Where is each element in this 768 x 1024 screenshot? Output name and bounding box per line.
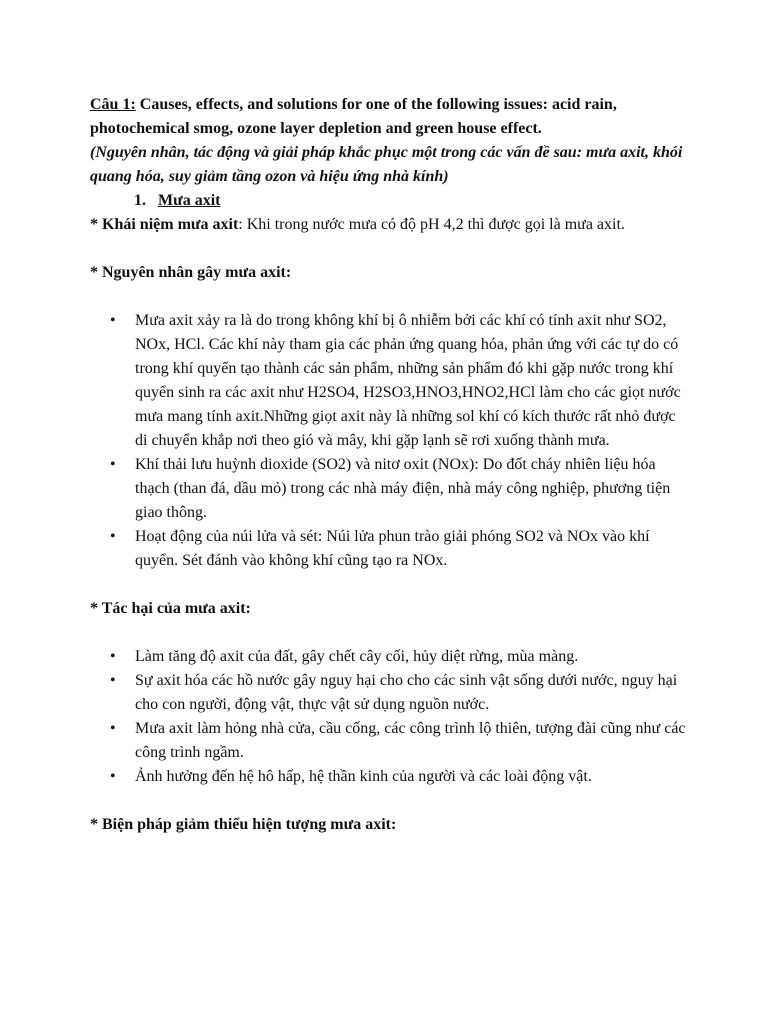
section-title: Mưa axit <box>158 192 221 209</box>
list-item <box>110 717 690 765</box>
causes-list <box>90 309 690 573</box>
definition-paragraph <box>90 213 690 237</box>
definition-text: : Khi trong nước mưa có độ pH 4,2 thì được gọi là mưa axit. <box>238 216 625 233</box>
list-item <box>110 765 690 789</box>
list-item <box>110 669 690 717</box>
list-item-text: Làm tăng độ axit của đất, gây chết cây cối, hủy diệt rừng, mùa màng. <box>135 648 579 665</box>
list-item-text: Sự axit hóa các hồ nước gây nguy hại cho cho các sinh vật sống dưới nước, nguy hại cho con người, động vật, thực vật sử dụng nguồn nước. <box>135 672 678 713</box>
list-item-text: Khí thải lưu huỳnh dioxide (SO2) và nitơ oxit (NOx): Do đốt cháy nhiên liệu hóa thạch (than đá, dầu mỏ) trong các nhà máy điện, nhà máy công nghiệp, phương tiện giao thông. <box>135 456 671 521</box>
question-title-vi: (Nguyên nhân, tác động và giải pháp khắc phục một trong các vấn đề sau: mưa axit, khói quang hóa, suy giảm tầng ozon và hiệu ứng nhà kính) <box>90 144 683 185</box>
list-item-text: Mưa axit làm hỏng nhà cửa, cầu cống, các công trình lộ thiên, tượng đài cũng như các công trình ngầm. <box>135 720 686 761</box>
causes-heading: * Nguyên nhân gây mưa axit: <box>90 264 292 281</box>
list-item <box>110 453 690 525</box>
bullet-icon: • <box>110 768 116 785</box>
question-title-en: Causes, effects, and solutions for one of the following issues: acid rain, photochemical smog, ozone layer depletion and green house effect. <box>90 96 617 137</box>
list-item <box>110 525 690 573</box>
spacer <box>90 285 690 309</box>
bullet-icon: • <box>110 528 116 545</box>
list-item <box>110 645 690 669</box>
spacer <box>90 789 690 813</box>
section-number: 1. <box>134 192 146 209</box>
spacer <box>90 237 690 261</box>
bullet-icon: • <box>110 456 116 473</box>
spacer <box>90 573 690 597</box>
effects-list <box>90 645 690 789</box>
bullet-icon: • <box>110 672 116 689</box>
bullet-icon: • <box>110 648 116 665</box>
list-item-text: Mưa axit xảy ra là do trong không khí bị ô nhiễm bởi các khí có tính axit như SO2, NOx, HCl. Các khí này tham gia các phản ứng quang hóa, phản ứng với các tự do có trong khí quyển tạo thành các sản phẩm, những sản phẩm đó khi gặp nước trong khí quyển sinh ra các axit như H2SO4, H2SO3,HNO3,HNO2,HCl làm cho các giọt nước mưa mang tính axit.Những giọt axit này là những sol khí có kích thước rất nhỏ được di chuyển khắp nơi theo gió và mây, khi gặp lạnh sẽ rơi xuống thành mưa. <box>135 312 681 449</box>
question-heading <box>90 93 690 141</box>
question-label: Câu 1: <box>90 96 136 113</box>
definition-label: * Khái niệm mưa axit <box>90 216 239 233</box>
bullet-icon: • <box>110 720 116 737</box>
spacer <box>90 621 690 645</box>
effects-heading: * Tác hại của mưa axit: <box>90 600 251 617</box>
list-item-text: Ảnh hưởng đến hệ hô hấp, hệ thần kinh của người và các loài động vật. <box>135 768 592 785</box>
document-page <box>90 93 690 837</box>
bullet-icon: • <box>110 312 116 329</box>
section-heading <box>90 189 690 213</box>
list-item-text: Hoạt động của núi lửa và sét: Núi lửa phun trào giải phóng SO2 và NOx vào khí quyển. Sét đánh vào không khí cũng tạo ra NOx. <box>135 528 650 569</box>
list-item <box>110 309 690 453</box>
solutions-heading: * Biện pháp giảm thiểu hiện tượng mưa axit: <box>90 816 397 833</box>
